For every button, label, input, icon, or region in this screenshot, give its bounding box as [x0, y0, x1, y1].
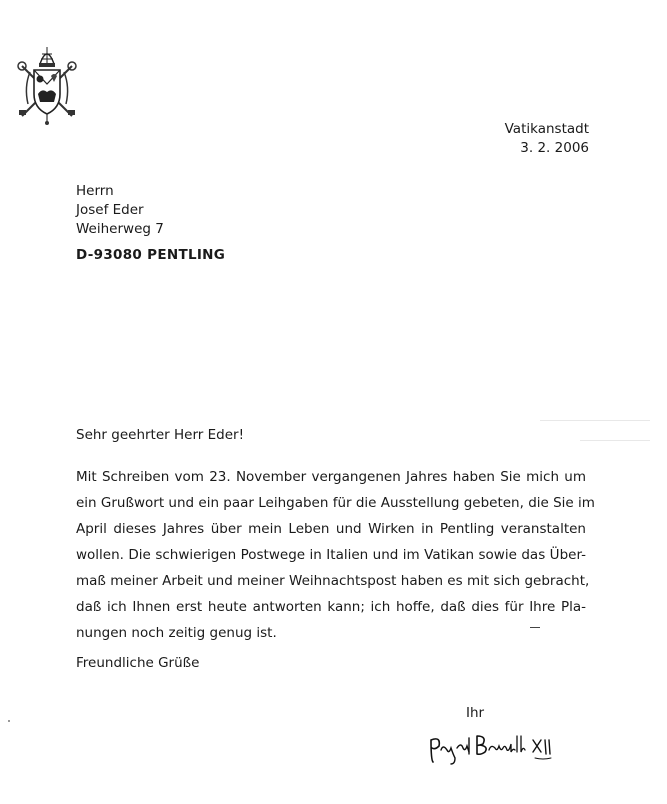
place-date-block [505, 120, 589, 158]
body-line: wollen. Die schwierigen Postwege in Italien und im Vatikan sowie das Über- [76, 547, 586, 563]
address-line-2: Josef Eder [76, 202, 144, 218]
stray-mark [530, 627, 540, 628]
papal-coat-of-arms-icon [16, 42, 78, 126]
body-line: Mit Schreiben vom 23. November vergangenen Jahres haben Sie mich um [76, 469, 586, 485]
letter-body [76, 464, 595, 646]
body-line: ein Grußwort und ein paar Leihgaben für die Ausstellung gebeten, die Sie im [76, 495, 595, 511]
postcode-city: D-93080 PENTLING [76, 247, 226, 263]
date: 3. 2. 2006 [520, 140, 589, 156]
body-line: April dieses Jahres über mein Leben und Wirken in Pentling veranstalten [76, 521, 586, 537]
recipient-address [76, 182, 164, 239]
body-line: maß meiner Arbeit und meiner Weihnachtspost haben es mit sich gebracht, [76, 573, 590, 589]
salutation: Sehr geehrter Herr Eder! [76, 427, 244, 443]
closing: Freundliche Grüße [76, 655, 200, 671]
body-line: daß ich Ihnen erst heute antworten kann; ich hoffe, daß dies für Ihre Pla- [76, 599, 586, 615]
yours: Ihr [466, 705, 485, 721]
place: Vatikanstadt [504, 121, 589, 137]
scan-artifact [8, 720, 10, 722]
address-line-1: Herrn [76, 183, 114, 199]
scan-artifact [580, 440, 650, 441]
handwritten-signature [425, 730, 560, 770]
scan-artifact [540, 420, 650, 421]
address-line-3: Weiherweg 7 [76, 221, 164, 237]
body-line: nungen noch zeitig genug ist. [76, 625, 277, 641]
